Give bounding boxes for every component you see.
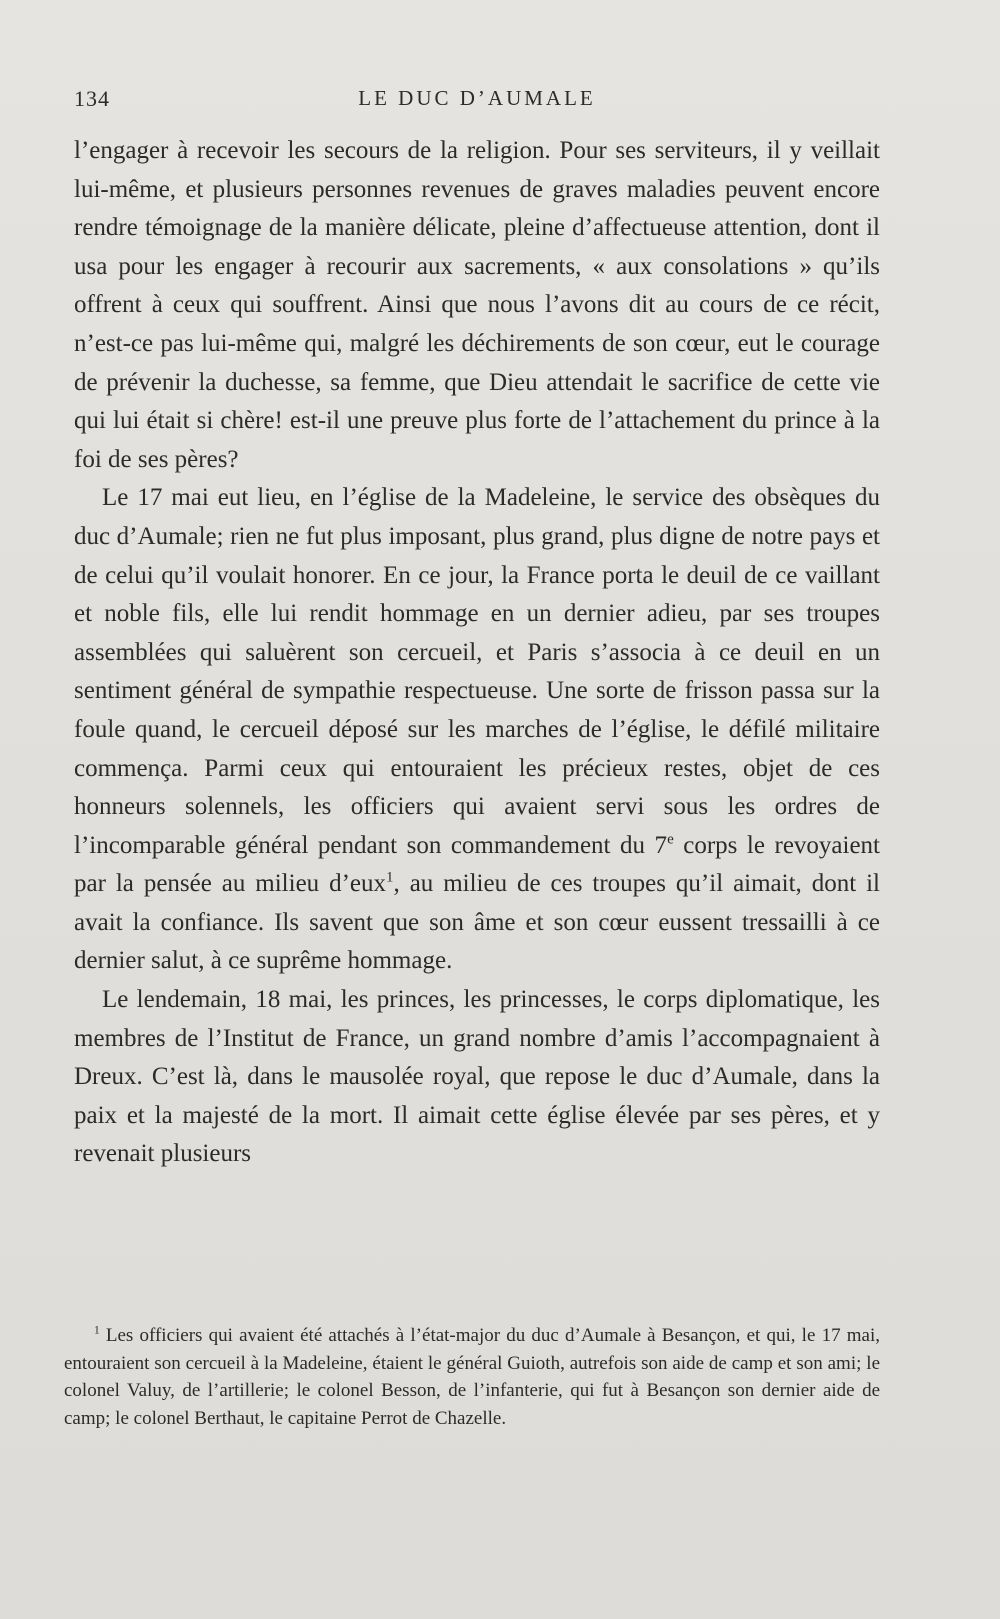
footnote-text: Les officiers qui avaient été attachés à l’état-major du duc d’Aumale à Besançon, et qui, le 17 mai, entouraient son cercueil à la Madeleine, étaient le général Guioth, autrefois son aide de camp et son ami; le colonel Valuy, de l’artillerie; le colonel Besson, de l’infanterie, qui fut à Besançon son dernier aide de camp; le colonel Berthaut, le capitaine Perrot de Chazelle.	[64, 1325, 880, 1429]
page-header	[74, 86, 880, 118]
running-title: LE DUC D’AUMALE	[358, 86, 596, 110]
footnotes	[64, 1322, 880, 1432]
footnote-reference: 1	[386, 869, 394, 886]
paragraph-text: , au milieu de ces troupes qu’il aimait, dont il avait la confiance. Ils savent que son âme et son cœur eussent tressailli à ce dernier salut, à ce suprême hommage.	[74, 870, 880, 975]
paragraph-text: corps le revoyaient par la pensée au milieu d’eux	[74, 831, 880, 898]
body-text	[74, 132, 880, 1174]
paragraph-text: Le 17 mai eut lieu, en l’église de la Madeleine, le service des obsèques du duc d’Aumale; rien ne fut plus imposant, plus grand, plus digne de notre pays et de celui qu’il voulait honorer. En ce jour, la France porta le deuil de ce vaillant et noble fils, elle lui rendit hommage en un dernier adieu, par ses troupes assemblées qui saluèrent son cercueil, et Paris s’associa à ce deuil en un sentiment général de sympathie respectueuse. Une sorte de frisson passa sur la foule quand, le cercueil déposé sur les marches de l’église, le défilé militaire commença. Parmi ceux qui entouraient les précieux restes, objet de ces honneurs solennels, les officiers qui avaient servi sous les ordres de l’incomparable général pendant son commandement du 7	[74, 484, 880, 859]
footnote-marker: 1	[94, 1324, 100, 1337]
footnote	[64, 1322, 880, 1432]
superscript: e	[667, 831, 674, 848]
paragraph	[74, 479, 880, 981]
paragraph: Le lendemain, 18 mai, les princes, les princesses, le corps diplomatique, les membres de l’Institut de France, un grand nombre d’amis l’accompagnaient à Dreux. C’est là, dans le mausolée royal, que repose le duc d’Aumale, dans la paix et la majesté de la mort. Il aimait cette église élevée par ses pères, et y revenait plusieurs	[74, 986, 880, 1168]
paragraph: l’engager à recevoir les secours de la religion. Pour ses serviteurs, il y veillait lui-même, et plusieurs personnes revenues de graves maladies peuvent encore rendre témoignage de la manière délicate, pleine d’affectueuse attention, dont il usa pour les engager à recourir aux sacrements, « aux consolations » qu’ils offrent à ceux qui souffrent. Ainsi que nous l’avons dit au cours de ce récit, n’est-ce pas lui-même qui, malgré les déchirements de son cœur, eut le courage de prévenir la duchesse, sa femme, que Dieu attendait le sacrifice de cette vie qui lui était si chère! est-il une preuve plus forte de l’attachement du prince à la foi de ses pères?	[74, 137, 880, 473]
page-number: 134	[74, 86, 110, 111]
